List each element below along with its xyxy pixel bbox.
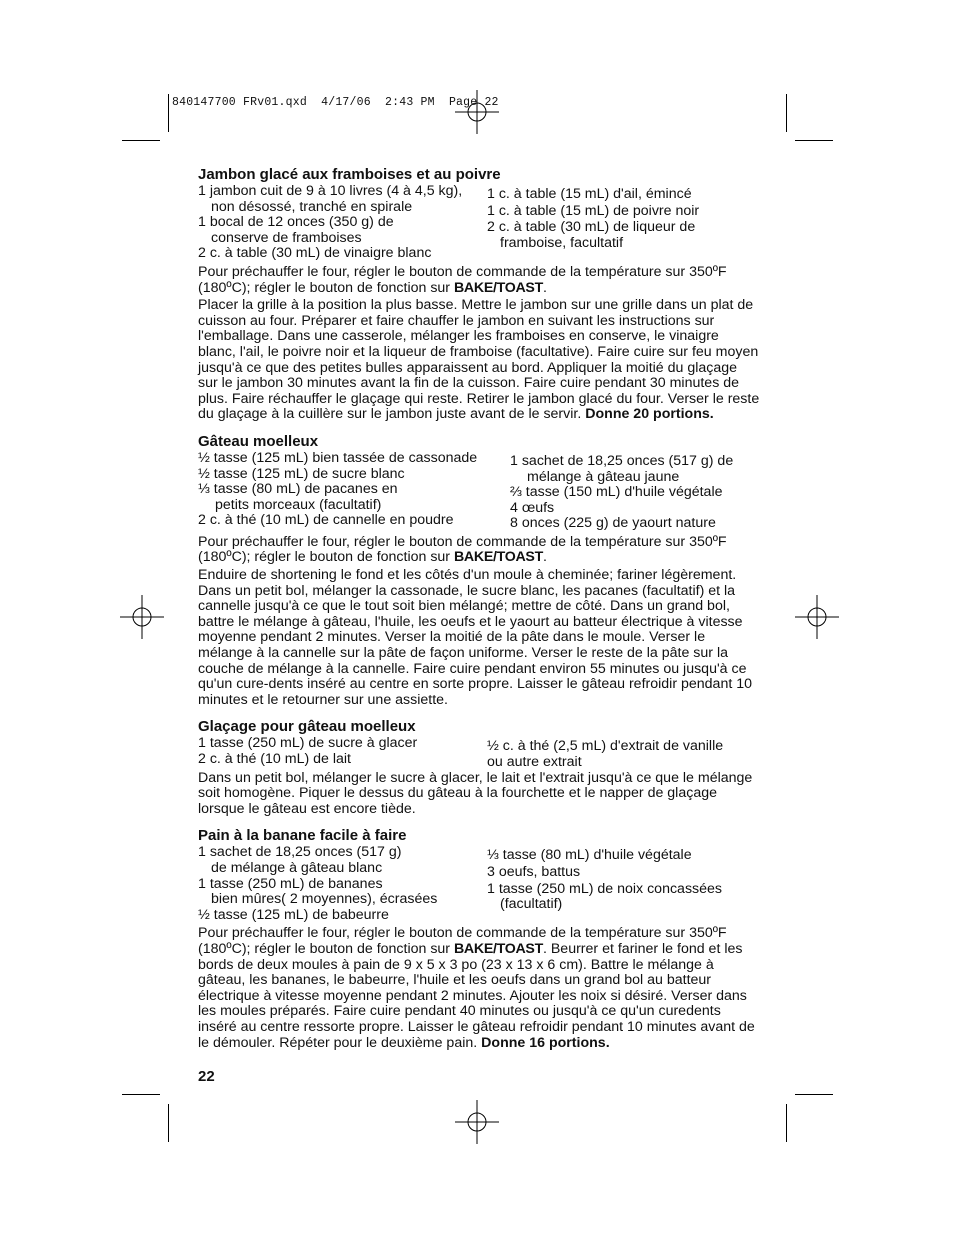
- crop-mark: [786, 1104, 787, 1142]
- instructions: Pour préchauffer le four, régler le bouton de commande de la température sur 350ºF (180ºC); régler le bouton de fonction sur BAKE/TOAST. Beurrer et fariner le fond et les bords de deux moules à pain de 9 x 5 x 3 po (23 x 13 x 6 cm). Battre le mélange à gâteau, les bananes, le babeurre, l'huile et les oeufs dans un grand bol au batteur électrique à vitesse moyenne pendant 2 minutes. Ajouter les noix si désiré. Verser dans les moules préparés. Faire cuire pendant 40 minutes ou jusqu'à ce qu'un curedents inséré au centre ressorte propre. Laisser le gâteau refroidir pendant 10 minutes avant de le démouler. Répéter pour le deuxième pain. Donne 16 portions.: [198, 925, 755, 1051]
- crop-mark: [786, 94, 787, 132]
- ingredients-col-1: [198, 845, 487, 923]
- recipe-title: Jambon glacé aux framboises et au poivre: [198, 166, 501, 183]
- ingredients-col-2: [487, 845, 760, 923]
- ingredients-col-1: [198, 736, 487, 770]
- ingredient: ½ c. à thé (2,5 mL) d'extrait de vanille: [487, 738, 724, 755]
- ingredient: framboise, facultatif: [500, 234, 624, 251]
- ingredient: bien mûres( 2 moyennes), écrasées: [211, 891, 438, 908]
- recipe-title: Pain à la banane facile à faire: [198, 827, 407, 845]
- registration-mark-icon: [795, 595, 839, 639]
- ingredient: mélange à gâteau jaune: [527, 468, 680, 485]
- registration-mark-icon: [455, 1100, 499, 1144]
- ingredient: 3 oeufs, battus: [487, 863, 581, 880]
- page-content: [198, 166, 760, 1059]
- ingredient: 2 c. à table (30 mL) de liqueur de: [487, 219, 696, 236]
- recipe-title: Glaçage pour gâteau moelleux: [198, 718, 416, 736]
- crop-mark: [168, 1104, 169, 1142]
- ingredient: de mélange à gâteau blanc: [211, 859, 383, 876]
- ingredient: 1 tasse (250 mL) de noix concassées: [487, 880, 723, 897]
- recipe-title: Gâteau moelleux: [198, 432, 319, 450]
- yield: Donne 20 portions.: [585, 406, 714, 423]
- ingredient: conserve de framboises: [211, 229, 362, 246]
- instructions: Placer la grille à la position la plus basse. Mettre le jambon sur une grille dans un plat de cuisson au four. Préparer et faire chauffer le jambon en suivant les instructions sur l'emballage. Dans une casserole, mélanger les framboises en conserve, le vinaigre blanc, l'ail, le poivre noir et la liqueur de framboise (facultative). Faire cuire sur feu moyen jusqu'à ce que des petites bulles apparaissent au bord. Appliquer la moitié du glaçage sur le jambon 30 minutes avant la fin de la cuisson. Faire cuire pendant 30 minutes de plus. Faire réchauffer le glaçage qui reste. Retirer le jambon glacé du four. Verser le reste du glaçage à la cuillère sur le jambon juste avant de le servir. Donne 20 portions.: [198, 297, 760, 423]
- crop-mark: [122, 140, 160, 141]
- registration-mark-icon: [120, 595, 164, 639]
- function-setting: BAKE/TOAST: [453, 549, 543, 566]
- preheat-text: Pour préchauffer le four, régler le bouton de commande de la température sur 350ºF (180ºC); régler le bouton de fonction sur BAKE/TOAST.: [198, 533, 727, 566]
- ingredients: [198, 736, 760, 770]
- crop-mark: [795, 1094, 833, 1095]
- ingredient: ⅓ tasse (80 mL) d'huile végétale: [487, 847, 692, 864]
- ingredient: ou autre extrait: [487, 754, 582, 770]
- function-setting: BAKE/TOAST: [453, 940, 543, 957]
- ingredient: ½ tasse (125 mL) de babeurre: [198, 906, 389, 923]
- ingredient: 1 jambon cuit de 9 à 10 livres (4 à 4,5 kg),: [198, 183, 463, 199]
- ingredient: 1 bocal de 12 onces (350 g) de: [198, 214, 394, 231]
- ingredient: petits morceaux (facultatif): [215, 496, 382, 513]
- ingredient: 1 c. à table (15 mL) de poivre noir: [487, 202, 700, 219]
- ingredients: [198, 451, 760, 532]
- ingredients: [198, 184, 760, 262]
- recipe-ham: [198, 166, 760, 423]
- recipe-banana-bread: [198, 827, 760, 1051]
- ingredient: non désossé, tranché en spirale: [211, 198, 413, 215]
- ingredient: 2 c. à thé (10 mL) de cannelle en poudre: [198, 512, 454, 529]
- instructions: Enduire de shortening le fond et les côtés d'un moule à cheminée; fariner légèrement. Dans un petit bol, mélanger la cassonade, le sucre blanc, les pacanes (facultatif) et la cannelle jusqu'à ce que le tout soit bien mélangé; mettre de côté. Dans un grand bol, battre le mélange à gâteau, l'huile, les oeufs et le yaourt au batteur électrique à vitesse moyenne pendant 2 minutes. Verser la moitié de la pâte dans le moule. Verser le mélange à la cannelle sur la pâte de façon uniforme. Verser le reste de la pâte sur la couche de mélange à la cannelle. Faire cuire pendant environ 55 minutes ou jusqu'à ce qu'un cure-dents inséré au centre en sorte propre. Laisser le gâteau refroidir pendant 10 minutes et le retourner sur une assiette.: [198, 567, 752, 708]
- ingredients-col-2: [510, 451, 760, 532]
- ingredient: ½ tasse (125 mL) bien tassée de cassonade: [198, 449, 478, 466]
- function-setting: BAKE/TOAST: [453, 279, 543, 296]
- ingredient: 1 sachet de 18,25 onces (517 g) de: [510, 452, 734, 469]
- crop-mark: [795, 140, 833, 141]
- recipe-coffee-cake: [198, 433, 760, 709]
- instructions: Dans un petit bol, mélanger le sucre à glacer, le lait et l'extrait jusqu'à ce que le mélange soit homogène. Piquer le dessus du gâteau à la fourchette et le napper de glaçage lorsque le gâteau est encore tiède.: [198, 769, 753, 817]
- ingredient: 2 c. à table (30 mL) de vinaigre blanc: [198, 245, 432, 262]
- ingredient: 1 c. à table (15 mL) d'ail, émincé: [487, 186, 692, 202]
- recipe-glaze: [198, 718, 760, 817]
- ingredients-col-1: [198, 451, 510, 532]
- crop-mark: [168, 94, 169, 132]
- ingredient: 4 œufs: [510, 499, 555, 516]
- ingredient: 1 tasse (250 mL) de sucre à glacer: [198, 735, 418, 752]
- ingredient: 8 onces (225 g) de yaourt nature: [510, 515, 716, 532]
- ingredient: ⅔ tasse (150 mL) d'huile végétale: [510, 484, 723, 501]
- crop-mark: [122, 1094, 160, 1095]
- ingredients-col-1: [198, 184, 487, 262]
- ingredients-col-2: [487, 184, 760, 262]
- ingredient: (facultatif): [500, 896, 563, 913]
- registration-mark-icon: [455, 90, 499, 134]
- slug-line: 840147700 FRv01.qxd 4/17/06 2:43 PM Page 22: [172, 96, 499, 109]
- ingredient: 2 c. à thé (10 mL) de lait: [198, 751, 351, 767]
- ingredient: ⅓ tasse (80 mL) de pacanes en: [198, 481, 398, 498]
- preheat-text: Pour préchauffer le four, régler le bouton de commande de la température sur 350ºF (180ºC); régler le bouton de fonction sur BAKE/TOAST.: [198, 263, 727, 296]
- page-number: 22: [198, 1068, 215, 1085]
- ingredient: 1 tasse (250 mL) de bananes: [198, 875, 383, 892]
- ingredients-col-2: [487, 736, 760, 770]
- yield: Donne 16 portions.: [481, 1034, 610, 1051]
- ingredient: 1 sachet de 18,25 onces (517 g): [198, 844, 402, 861]
- ingredients: [198, 845, 760, 923]
- ingredient: ½ tasse (125 mL) de sucre blanc: [198, 465, 405, 482]
